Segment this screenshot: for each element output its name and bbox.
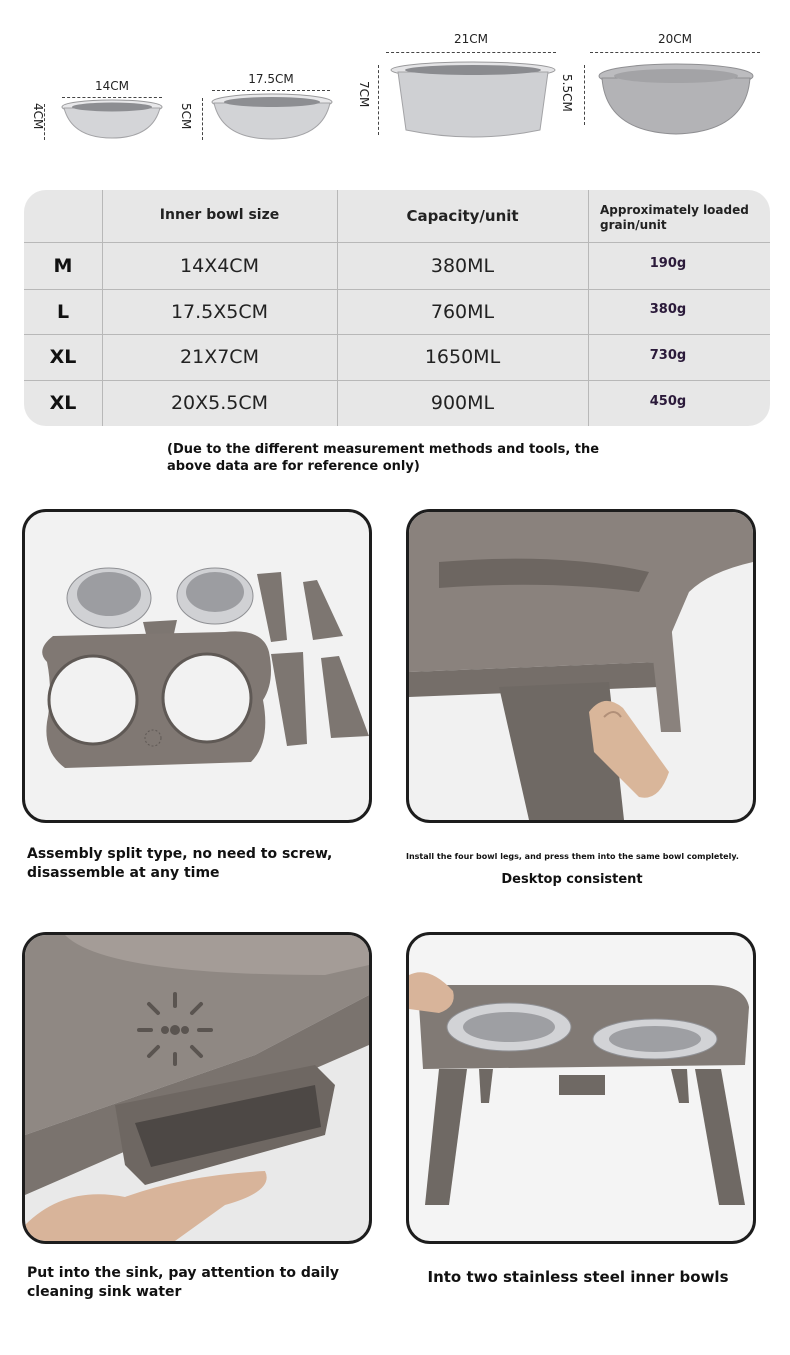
bowl-width-label: 17.5CM bbox=[248, 72, 294, 86]
capacity-cell: 900ML bbox=[430, 392, 495, 414]
row-size-label: XL bbox=[49, 392, 77, 414]
header-grain: Approximately loaded grain/unit bbox=[600, 203, 749, 232]
bowl-width-label: 20CM bbox=[657, 32, 692, 46]
size-table bbox=[24, 190, 770, 426]
steel-bowl-image bbox=[208, 92, 336, 142]
grain-cell: 190g bbox=[649, 256, 687, 271]
caption-assembly: Assembly split type, no need to screw, disassemble at any time bbox=[27, 846, 333, 881]
bowl-height-label: 7CM bbox=[357, 81, 371, 108]
photo-sink-drawer bbox=[22, 932, 372, 1244]
bowl-height-label: 4CM bbox=[31, 103, 45, 130]
row-size-label: L bbox=[56, 300, 70, 323]
dimension-line bbox=[212, 90, 330, 91]
bowl-height-label: 5.5CM bbox=[560, 74, 574, 112]
inner-size-cell: 21X7CM bbox=[180, 346, 259, 368]
inner-size-cell: 17.5X5CM bbox=[170, 300, 269, 323]
header-capacity: Capacity/unit bbox=[406, 207, 519, 225]
grain-cell: 730g bbox=[649, 347, 687, 363]
row-size-label: M bbox=[53, 254, 73, 277]
steel-bowl-image bbox=[58, 98, 166, 142]
capacity-cell: 380ML bbox=[430, 254, 495, 277]
dimension-line bbox=[378, 65, 379, 135]
capacity-cell: 1650ML bbox=[424, 346, 501, 368]
caption-sink: Put into the sink, pay attention to daily cleaning sink water bbox=[27, 1265, 340, 1300]
inner-size-cell: 20X5.5CM bbox=[170, 392, 269, 414]
reference-note: (Due to the different measurement methods and tools, the above data are for reference only) bbox=[167, 442, 600, 474]
dimension-line bbox=[584, 65, 585, 125]
grain-cell: 450g bbox=[649, 393, 687, 409]
steel-bowl-image bbox=[388, 60, 558, 142]
dimension-line bbox=[590, 52, 760, 53]
photo-assembly-parts bbox=[22, 509, 372, 823]
caption-inner-bowls: Into two stainless steel inner bowls bbox=[427, 1268, 729, 1286]
dimension-line bbox=[202, 98, 203, 140]
caption-install: Install the four bowl legs, and press them into the same bowl completely. bbox=[406, 852, 739, 861]
inner-size-cell: 14X4CM bbox=[180, 254, 259, 277]
grain-cell: 380g bbox=[649, 302, 687, 317]
bowl-width-label: 21CM bbox=[453, 32, 488, 46]
photo-leg-install bbox=[406, 509, 756, 823]
dimension-line bbox=[386, 52, 556, 53]
caption-desktop: Desktop consistent bbox=[501, 872, 643, 887]
bowl-height-label: 5CM bbox=[179, 103, 193, 130]
plastic-bowl-image bbox=[596, 62, 756, 140]
dimension-line bbox=[44, 104, 45, 140]
capacity-cell: 760ML bbox=[430, 300, 495, 323]
header-inner-size: Inner bowl size bbox=[159, 207, 280, 223]
row-size-label: XL bbox=[49, 346, 77, 368]
photo-stand-with-bowls bbox=[406, 932, 756, 1244]
bowl-width-label: 14CM bbox=[94, 79, 129, 93]
